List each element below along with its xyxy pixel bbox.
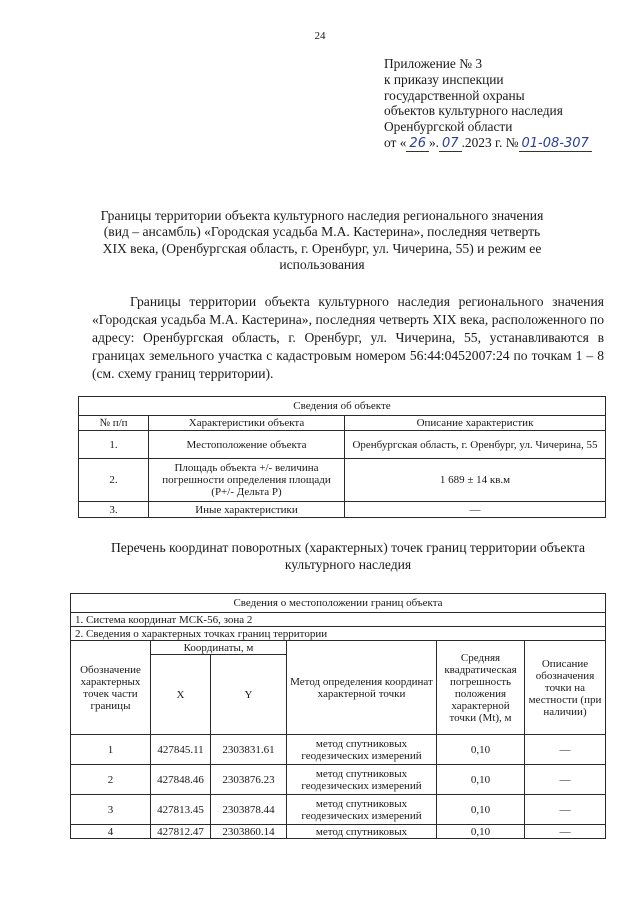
accuracy: 0,10 [437, 735, 525, 765]
method: метод спутниковых геодезических измерений [287, 765, 437, 795]
method: метод спутниковых геодезических измерений [287, 795, 437, 825]
object-row-num: 3. [79, 502, 149, 518]
coord-y: 2303860.14 [211, 825, 287, 839]
object-row-num: 1. [79, 431, 149, 459]
coordinates-table [70, 593, 606, 839]
date-year: .2023 г. № [461, 134, 519, 150]
date-separator: ». [428, 134, 440, 150]
header-accuracy: Средняя квадратическая погрешность положения характерной точки (Mt), м [437, 641, 525, 735]
appendix-line-1: Приложение № 3 [384, 56, 483, 71]
accuracy: 0,10 [437, 795, 525, 825]
document-title: Границы территории объекта культурного наследия регионального значения (вид – ансамбль) «Городская усадьба М.А. Кастерина», последняя четверть XIX века, (Оренбургская область, г. Оренбург, ул. Чичерина, 55) и режим ее использования [100, 208, 544, 273]
header-description: Описание обозначения точки на местности (при наличии) [525, 641, 606, 735]
appendix-line-4: объектов культурного наследия [384, 103, 563, 119]
object-row-value: Оренбургская область, г. Оренбург, ул. Чичерина, 55 [345, 431, 606, 459]
object-table-header-num: № п/п [79, 416, 149, 431]
appendix-line-2: к приказу инспекции [384, 71, 504, 87]
description: — [525, 765, 606, 795]
order-number: 01-08-307 [519, 136, 592, 152]
object-table-header-name: Характеристики объекта [149, 416, 345, 431]
object-row-value: 1 689 ± 14 кв.м [345, 459, 606, 502]
date-day: 26 [406, 136, 429, 152]
coord-y: 2303878.44 [211, 795, 287, 825]
intro-paragraph: Границы территории объекта культурного наследия регионального значения «Городская усадьба М.А. Кастерина», последняя четверть XIX века, расположенного по адресу: Оренбургская область, г. Оренбург, ул. Чичерина, 55, устанавливаются в границах земельного участка с кадастровым номером 56:44:0452007:24 по точкам 1 – 8 (см. схему границ территории). [92, 294, 604, 381]
point-number: 1 [71, 735, 151, 765]
header-point-designation: Обозначение характерных точек части границы [71, 641, 151, 735]
date-month: 07 [439, 136, 462, 152]
method: метод спутниковых [287, 825, 437, 839]
appendix-line-3: государственной охраны [384, 87, 525, 103]
coord-x: 427845.11 [151, 735, 211, 765]
description: — [525, 795, 606, 825]
points-info-line: 2. Сведения о характерных точках границ территории [71, 627, 606, 641]
method: метод спутниковых геодезических измерений [287, 735, 437, 765]
header-x: X [151, 655, 211, 735]
header-y: Y [211, 655, 287, 735]
point-number: 3 [71, 795, 151, 825]
point-number: 2 [71, 765, 151, 795]
coord-x: 427813.45 [151, 795, 211, 825]
coord-y: 2303831.61 [211, 735, 287, 765]
header-method: Метод определения координат характерной точки [287, 641, 437, 735]
description: — [525, 735, 606, 765]
appendix-header [384, 56, 634, 152]
accuracy: 0,10 [437, 825, 525, 839]
object-row-value: — [345, 502, 606, 518]
object-row-num: 2. [79, 459, 149, 502]
page-number: 24 [314, 30, 326, 42]
coordinates-section-title: Перечень координат поворотных (характерных) точек границ территории объекта культурного наследия [110, 540, 586, 572]
coord-y: 2303876.23 [211, 765, 287, 795]
object-info-table [78, 396, 606, 518]
object-row-name: Местоположение объекта [149, 431, 345, 459]
point-number: 4 [71, 825, 151, 839]
accuracy: 0,10 [437, 765, 525, 795]
order-date-line [384, 135, 634, 152]
object-row-name: Площадь объекта +/- величина погрешности определения площади (P+/- Дельта P) [149, 459, 345, 502]
object-row-name: Иные характеристики [149, 502, 345, 518]
header-coordinates: Координаты, м [151, 641, 287, 655]
object-table-caption: Сведения об объекте [79, 397, 606, 416]
coord-x: 427812.47 [151, 825, 211, 839]
coordinates-table-caption: Сведения о местоположении границ объекта [71, 594, 606, 613]
coordinate-system-line: 1. Система координат МСК-56, зона 2 [71, 613, 606, 627]
appendix-line-5: Оренбургской области [384, 119, 513, 135]
coord-x: 427848.46 [151, 765, 211, 795]
date-prefix: от « [384, 134, 407, 150]
object-table-header-desc: Описание характеристик [345, 416, 606, 431]
description: — [525, 825, 606, 839]
